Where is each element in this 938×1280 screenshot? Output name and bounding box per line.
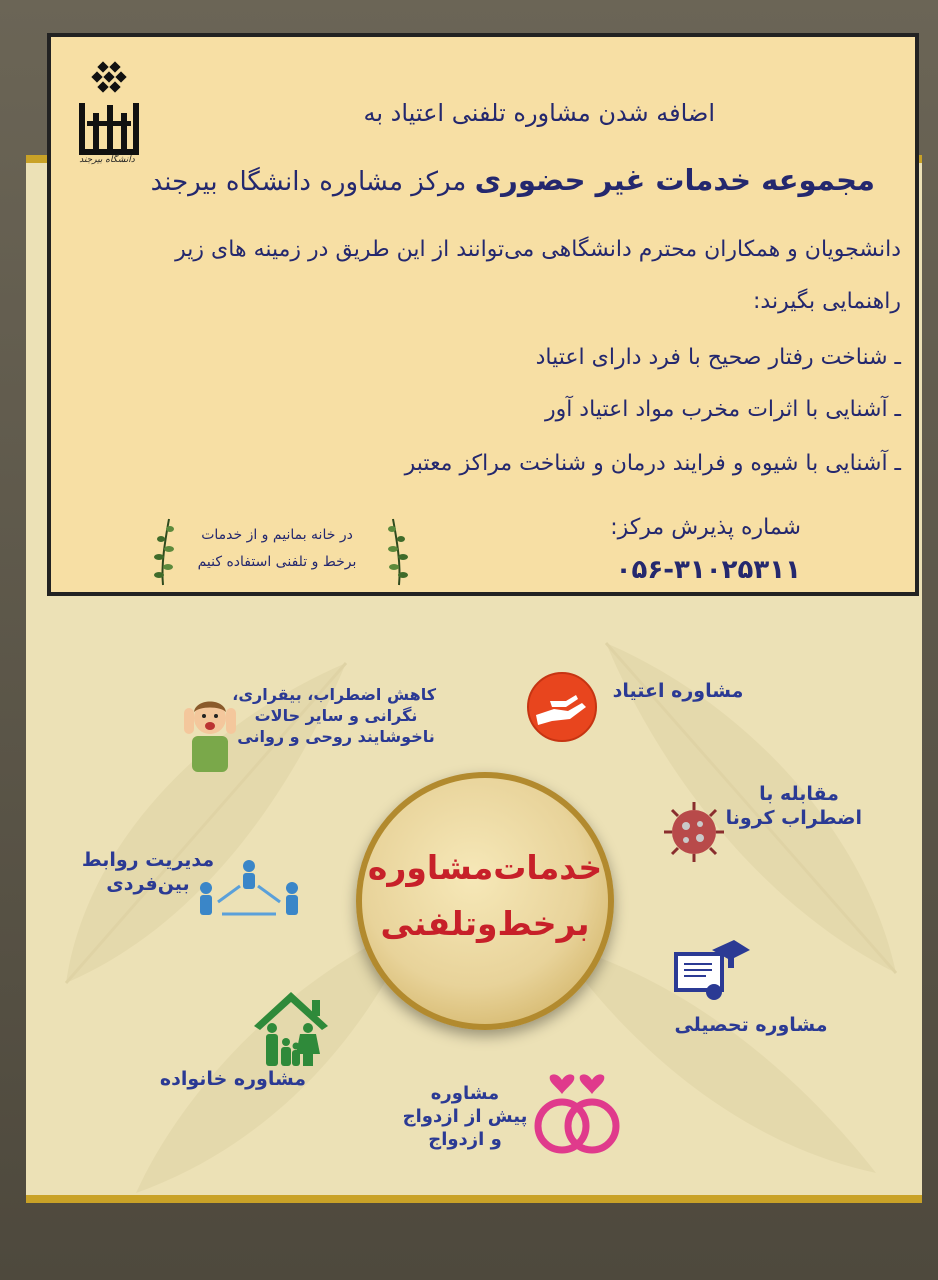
- reception-label: شماره پذیرش مرکز:: [610, 515, 801, 540]
- service-marriage-line-1: مشاوره: [430, 1083, 500, 1104]
- service-marriage-line-3: و ازدواج: [428, 1129, 502, 1150]
- headline-line-1: اضافه شدن مشاوره تلفنی اعتیاد به: [363, 99, 715, 127]
- stay-home-line-1: در خانه بمانیم و از خدمات: [201, 527, 353, 543]
- bullet-item: ـ آشنایی با شیوه و فرایند درمان و شناخت مراکز معتبر: [404, 451, 901, 476]
- announcement-box: [47, 33, 919, 596]
- service-marriage: [390, 1082, 540, 1151]
- service-relations-line-1: مدیریت روابط: [81, 849, 215, 871]
- center-title-line-2: برخط‌وتلفنی: [380, 904, 590, 943]
- service-anxiety-line-3: ناخوشایند روحی و روانی: [237, 727, 435, 746]
- certificate-icon: [672, 936, 752, 1008]
- service-corona: [725, 782, 862, 830]
- stressed-person-icon: [180, 690, 240, 772]
- logo-caption: دانشگاه بیرجند: [79, 155, 135, 165]
- reception-phone-number[interactable]: ۰۵۶-۳۱۰۲۵۳۱۱: [615, 555, 801, 585]
- service-anxiety-line-1: کاهش اضطراب، بیقراری،: [232, 685, 436, 704]
- family-home-icon: [250, 988, 332, 1070]
- intro-text-1: دانشجویان و همکاران محترم دانشگاهی می‌توانند از این طریق در زمینه های زیر: [175, 237, 901, 262]
- intro-text-2: راهنمایی بگیرند:: [753, 289, 901, 314]
- university-logo: [77, 61, 141, 191]
- service-anxiety-line-2: نگرانی و سایر حالات: [254, 706, 418, 725]
- rings-icon: [528, 1072, 626, 1158]
- network-people-icon: [196, 858, 302, 922]
- center-title-line-1: خدمات‌مشاوره: [367, 848, 603, 887]
- service-family: مشاوره خانواده: [159, 1068, 307, 1090]
- service-corona-line-1: مقابله با: [759, 783, 839, 805]
- service-corona-line-2: اضطراب کرونا: [725, 807, 862, 829]
- service-marriage-line-2: پیش از ازدواج: [402, 1106, 528, 1127]
- bullet-item: ـ شناخت رفتار صحیح با فرد دارای اعتیاد: [535, 345, 901, 370]
- headline-line-2: [151, 163, 875, 197]
- service-academic: مشاوره تحصیلی: [674, 1014, 828, 1036]
- service-anxiety: [232, 684, 436, 747]
- center-title: [356, 840, 614, 952]
- bullet-item: ـ آشنایی با اثرات مخرب مواد اعتیاد آور: [544, 397, 901, 422]
- stay-home-text: [147, 522, 407, 576]
- coronavirus-icon: [660, 798, 728, 866]
- service-addiction: مشاوره اعتیاد: [612, 680, 744, 702]
- headline-bold: مجموعه خدمات غیر حضوری: [474, 163, 875, 197]
- service-relations-line-2: بین‌فردی: [106, 873, 190, 895]
- helping-hand-icon: [526, 671, 598, 743]
- headline-rest: مرکز مشاوره دانشگاه بیرجند: [150, 167, 475, 197]
- stay-home-line-2: برخط و تلفنی استفاده کنیم: [197, 554, 357, 570]
